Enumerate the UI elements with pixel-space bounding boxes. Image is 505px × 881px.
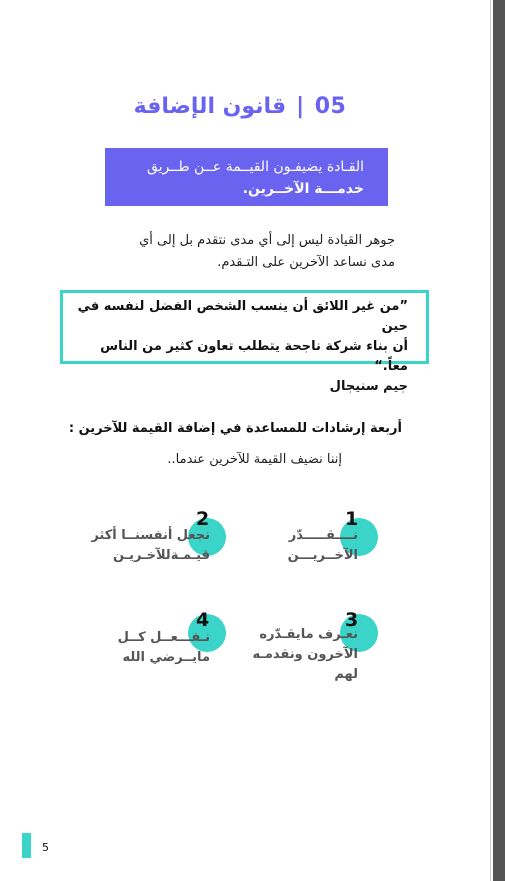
tip-2-line-2: قيـمـةللآخـريـن — [113, 548, 210, 563]
page-marker — [22, 833, 31, 858]
section-number: 05 — [314, 94, 347, 119]
tip-1-text — [250, 526, 358, 566]
tips-heading: أربعة إرشادات للمساعدة في إضافة القيمة للآخرين : — [68, 421, 402, 436]
tips-intro: إننا نضيف القيمة للآخرين عندما.. — [167, 452, 342, 467]
page-edge-line — [490, 0, 491, 881]
intro-paragraph — [100, 230, 395, 274]
paragraph-line-2: مدى نساعد الآخرين على التـقدم. — [217, 255, 395, 270]
tip-1-line-2: الآخــريـــن — [287, 548, 358, 563]
quote-box — [60, 290, 429, 394]
tip-3-text — [240, 625, 358, 685]
subtitle-line-2: خدمـــة الآخــرين. — [242, 181, 364, 197]
tip-4-line-1: نـفـــعــل كــل — [117, 630, 210, 645]
page-number: 5 — [42, 841, 49, 854]
tip-2-line-1: نجعل أنفسنــا أكثر — [91, 528, 210, 543]
tip-3-number: 3 — [345, 609, 359, 631]
tip-4-line-2: مايــرضي الله — [122, 650, 210, 665]
section-title — [0, 94, 480, 119]
quote-line-2: أن بناء شركة ناجحة يتطلب تعاون كثير من الناس معاً.“ — [100, 339, 408, 374]
subtitle-box — [105, 148, 388, 206]
tip-1-line-1: نــــقـــــدّر — [288, 528, 358, 543]
tip-3-line-3: لهم — [334, 667, 358, 682]
tip-2-text — [80, 526, 210, 566]
quote-author: جيم سنيجال — [329, 379, 408, 394]
tip-4-text — [90, 628, 210, 668]
tip-1-number: 1 — [345, 508, 359, 530]
title-separator: | — [296, 94, 305, 119]
subtitle-line-1: القـادة يضيفـون القيــمة عــن طــريق — [146, 159, 364, 175]
tip-4-number: 4 — [196, 609, 210, 631]
page-edge-bar — [493, 0, 505, 881]
quote-line-1: ”من غير اللائق أن ينسب الشخص الفضل لنفسه في حين — [77, 299, 408, 334]
tip-3-line-1: نعـرف مايقـدّره — [259, 627, 358, 642]
tip-2-number: 2 — [196, 508, 210, 530]
tip-3-line-2: الآخرون ونقدمـه — [252, 647, 358, 662]
section-title-text: قانون الإضافة — [133, 94, 287, 119]
paragraph-line-1: جوهر القيادة ليس إلى أي مدى نتقدم بل إلى أي — [139, 233, 395, 248]
